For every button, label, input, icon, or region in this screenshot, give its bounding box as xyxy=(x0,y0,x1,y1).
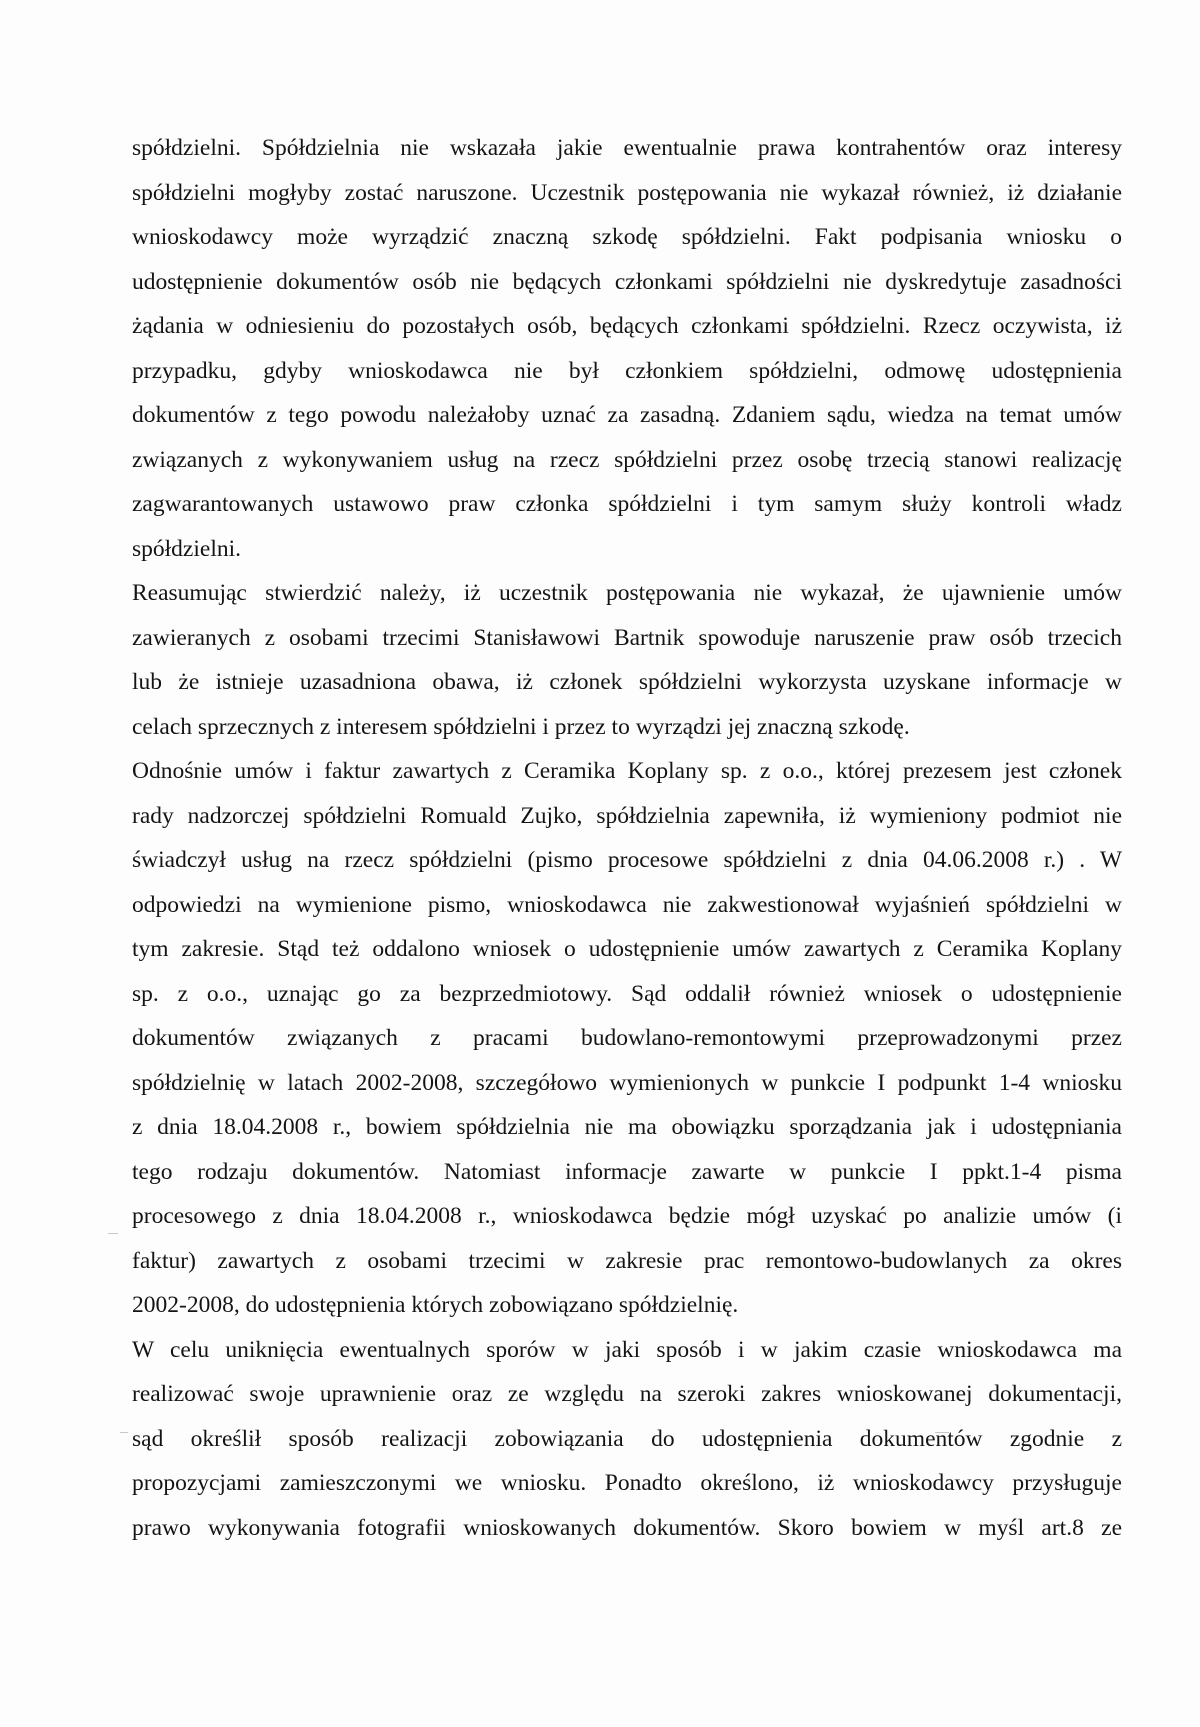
text-line: wnioskodawcy może wyrządzić znaczną szkodę spółdzielni. Fakt podpisania wniosku o xyxy=(132,224,1122,250)
text-line: udostępnienie dokumentów osób nie będących członkami spółdzielni nie dyskredytuje zasadności xyxy=(132,268,1122,295)
text-line: sąd określił sposób realizacji zobowiązania do udostępnienia dokumentów zgodnie z xyxy=(132,1425,1122,1452)
text-line: lub że istnieje uzasadniona obawa, iż członek spółdzielni wykorzysta uzyskane informacje w xyxy=(132,669,1122,695)
scan-speck xyxy=(108,1233,118,1234)
text-line: spółdzielnię w latach 2002-2008, szczegółowo wymienionych w punkcie I podpunkt 1-4 wniosku xyxy=(132,1069,1122,1096)
text-line: spółdzielni. Spółdzielnia nie wskazała jakie ewentualnie prawa kontrahentów oraz interesy xyxy=(132,135,1122,161)
text-line: realizować swoje uprawnienie oraz ze względu na szeroki zakres wnioskowanej dokumentacji, xyxy=(132,1381,1122,1407)
text-line: odpowiedzi na wymienione pismo, wnioskodawca nie zakwestionował wyjaśnień spółdzielni w xyxy=(132,891,1122,918)
text-line: z dnia 18.04.2008 r., bowiem spółdzielnia nie ma obowiązku sporządzania jak i udostępniania xyxy=(132,1114,1122,1140)
text-line: rady nadzorczej spółdzielni Romuald Zujko, spółdzielnia zapewniła, iż wymieniony podmiot nie xyxy=(132,802,1122,829)
scan-speck xyxy=(120,1432,128,1433)
text-line: prawo wykonywania fotografii wnioskowanych dokumentów. Skoro bowiem w myśl art.8 ze xyxy=(132,1514,1122,1541)
text-line: Odnośnie umów i faktur zawartych z Ceramika Koplany sp. z o.o., której prezesem jest członek xyxy=(132,758,1122,784)
text-line: tym zakresie. Stąd też oddalono wniosek o udostępnienie umów zawartych z Ceramika Koplany xyxy=(132,936,1122,962)
text-line: Reasumując stwierdzić należy, iż uczestnik postępowania nie wykazał, że ujawnienie umów xyxy=(132,580,1122,606)
text-line: faktur) zawartych z osobami trzecimi w zakresie prac remontowo-budowlanych za okres xyxy=(132,1247,1122,1274)
text-line: dokumentów związanych z pracami budowlano-remontowymi przeprowadzonymi przez xyxy=(132,1025,1122,1051)
document-body-text xyxy=(132,126,1122,1550)
text-line: celach sprzecznych z interesem spółdzielni i przez to wyrządzi jej znaczną szkodę. xyxy=(132,713,910,740)
text-line: zagwarantowanych ustawowo praw członka spółdzielni i tym samym służy kontroli władz xyxy=(132,491,1122,517)
text-line: propozycjami zamieszczonymi we wniosku. Ponadto określono, iż wnioskodawcy przysługuje xyxy=(132,1470,1122,1496)
text-line: przypadku, gdyby wnioskodawca nie był członkiem spółdzielni, odmowę udostępnienia xyxy=(132,357,1122,384)
text-line: dokumentów z tego powodu należałoby uznać za zasadną. Zdaniem sądu, wiedza na temat umów xyxy=(132,402,1122,428)
text-line: sp. z o.o., uznając go za bezprzedmiotowy. Sąd oddalił również wniosek o udostępnienie xyxy=(132,980,1122,1007)
text-line: spółdzielni. xyxy=(132,535,241,562)
text-line: świadczył usług na rzecz spółdzielni (pismo procesowe spółdzielni z dnia 04.06.2008 r.) . W xyxy=(132,847,1122,873)
text-line: zawieranych z osobami trzecimi Stanisławowi Bartnik spowoduje naruszenie praw osób trzecich xyxy=(132,624,1122,651)
text-line: żądania w odniesieniu do pozostałych osób, będących członkami spółdzielni. Rzecz oczywista, iż xyxy=(132,313,1122,339)
text-line: procesowego z dnia 18.04.2008 r., wnioskodawca będzie mógł uzyskać po analizie umów (i xyxy=(132,1203,1122,1229)
text-line: spółdzielni mogłyby zostać naruszone. Uczestnik postępowania nie wykazał również, iż działanie xyxy=(132,179,1122,206)
text-line: 2002-2008, do udostępnienia których zobowiązano spółdzielnię. xyxy=(132,1292,739,1318)
text-line: tego rodzaju dokumentów. Natomiast informacje zawarte w punkcie I ppkt.1-4 pisma xyxy=(132,1158,1122,1185)
text-line: W celu uniknięcia ewentualnych sporów w jaki sposób i w jakim czasie wnioskodawca ma xyxy=(132,1336,1122,1363)
text-line: związanych z wykonywaniem usług na rzecz spółdzielni przez osobę trzecią stanowi realizację xyxy=(132,446,1122,473)
